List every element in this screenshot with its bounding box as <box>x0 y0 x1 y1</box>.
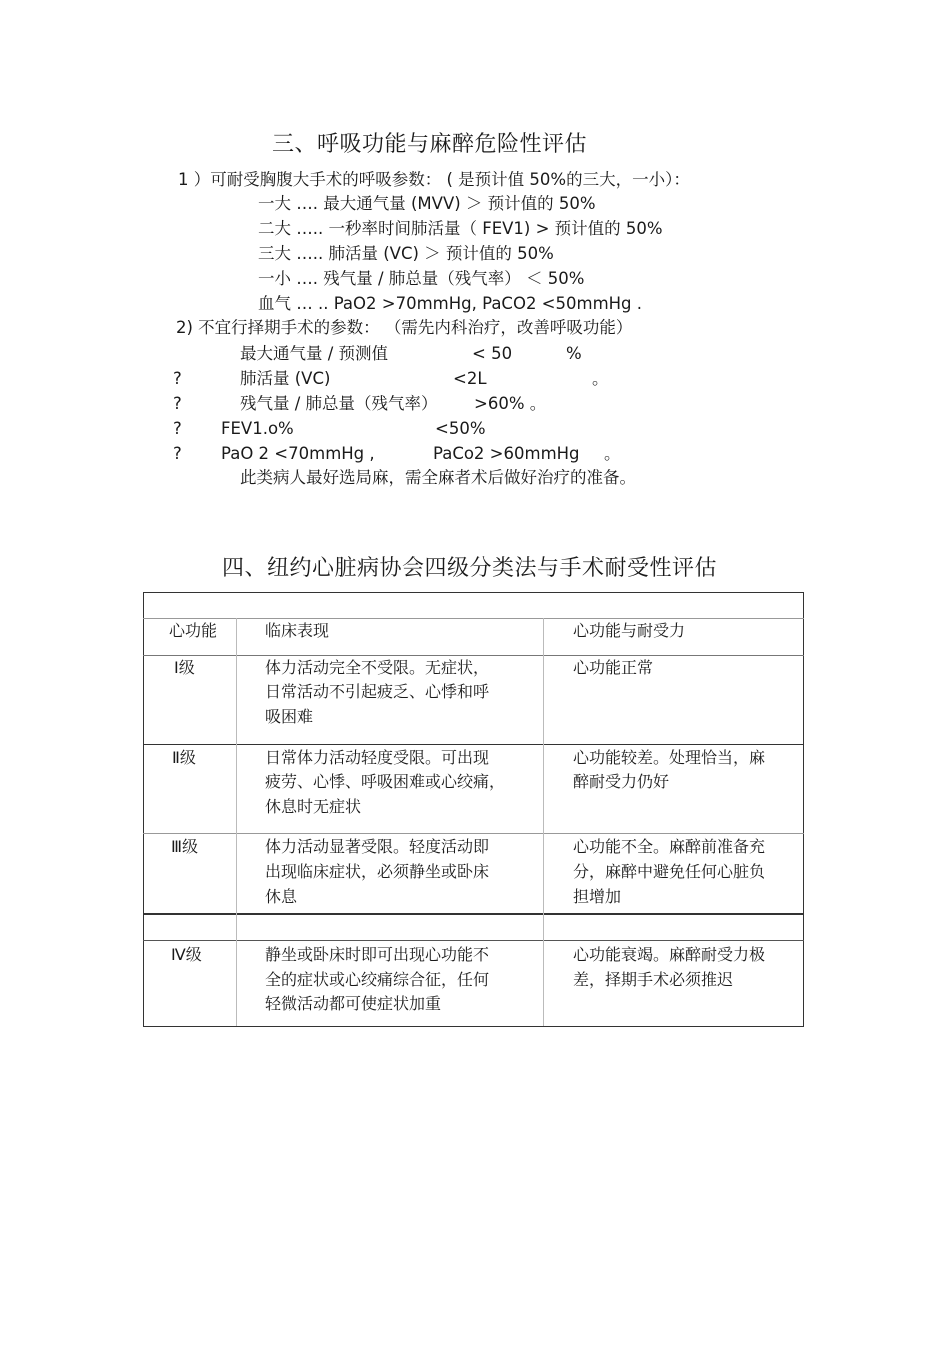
bullet: ? <box>173 444 182 463</box>
contra-value: <2L <box>453 369 487 388</box>
param-item: 一小 …. 残气量 / 肺总量（残气率） ＜ 50% <box>258 269 585 288</box>
clinical-line: 体力活动完全不受限。无症状， <box>265 658 490 677</box>
grade-cell: Ⅲ级 <box>171 837 199 856</box>
clinical-line: 日常活动不引起疲乏、心悸和呼 <box>265 682 490 701</box>
table-header-grade: 心功能 <box>169 621 218 640</box>
section4-title: 四、纽约心脏病协会四级分类法与手术耐受性评估 <box>222 556 718 581</box>
table-header-clinical: 临床表现 <box>265 621 330 640</box>
section3-param-intro: 1 ）可耐受胸腹大手术的呼吸参数： ( 是预计值 50%的三大，一小）： <box>178 170 690 189</box>
grade-cell: Ⅱ级 <box>172 748 196 767</box>
tolerance-line: 心功能衰竭。麻醉耐受力极 <box>573 945 766 964</box>
param-item: 三大 ….. 肺活量 (VC) ＞ 预计值的 50% <box>258 244 554 263</box>
contra-label: PaO 2 <70mmHg , <box>221 444 375 463</box>
clinical-line: 全的症状或心绞痛综合征，任何 <box>265 970 490 989</box>
contra-value: <50% <box>435 419 486 438</box>
contra-value: >60% 。 <box>474 394 547 413</box>
table-header-tolerance: 心功能与耐受力 <box>573 621 686 640</box>
param-item: 二大 ….. 一秒率时间肺活量（ FEV1) > 预计值的 50% <box>258 219 663 238</box>
tolerance-line: 心功能正常 <box>573 658 654 677</box>
clinical-line: 轻微活动都可使症状加重 <box>265 994 442 1013</box>
param-item: 血气 … .. PaO2 >70mmHg, PaCO2 <50mmHg . <box>258 294 643 313</box>
contra-label: FEV1.o% <box>221 419 294 438</box>
bullet: ? <box>173 369 182 388</box>
contra-value: < 50 <box>472 344 513 363</box>
tolerance-line: 差，择期手术必须推迟 <box>573 970 734 989</box>
contra-value: PaCo2 >60mmHg <box>433 444 580 463</box>
contra-end: 。 <box>592 369 609 388</box>
tolerance-line: 心功能较差。处理恰当，麻 <box>573 748 766 767</box>
clinical-line: 日常体力活动轻度受限。可出现 <box>265 748 490 767</box>
clinical-line: 出现临床症状，必须静坐或卧床 <box>265 862 490 881</box>
grade-cell: Ⅰ级 <box>174 658 195 677</box>
clinical-line: 静坐或卧床时即可出现心功能不 <box>265 945 490 964</box>
contra-note: 此类病人最好选局麻，需全麻者术后做好治疗的准备。 <box>240 468 636 487</box>
contra-label: 残气量 / 肺总量（残气率） <box>240 394 438 413</box>
section3-contra-intro: 2) 不宜行择期手术的参数： （需先内科治疗，改善呼吸功能） <box>176 318 633 337</box>
clinical-line: 体力活动显著受限。轻度活动即 <box>265 837 490 856</box>
contra-label: 肺活量 (VC) <box>240 369 331 388</box>
tolerance-line: 心功能不全。麻醉前准备充 <box>573 837 766 856</box>
clinical-line: 吸困难 <box>265 707 314 726</box>
grade-cell: Ⅳ级 <box>171 945 202 964</box>
tolerance-line: 分，麻醉中避免任何心脏负 <box>573 862 766 881</box>
clinical-line: 休息时无症状 <box>265 797 362 816</box>
contra-label: 最大通气量 / 预测值 <box>240 344 389 363</box>
clinical-line: 疲劳、心悸、呼吸困难或心绞痛， <box>265 772 506 791</box>
nyha-table <box>143 592 804 1027</box>
param-item: 一大 …. 最大通气量 (MVV) ＞ 预计值的 50% <box>258 194 596 213</box>
tolerance-line: 担增加 <box>573 887 622 906</box>
contra-end: 。 <box>604 444 621 463</box>
bullet: ? <box>173 419 182 438</box>
bullet: ? <box>173 394 182 413</box>
contra-unit: % <box>566 344 582 363</box>
clinical-line: 休息 <box>265 887 298 906</box>
tolerance-line: 醉耐受力仍好 <box>573 772 670 791</box>
section3-title: 三、呼吸功能与麻醉危险性评估 <box>272 132 588 157</box>
